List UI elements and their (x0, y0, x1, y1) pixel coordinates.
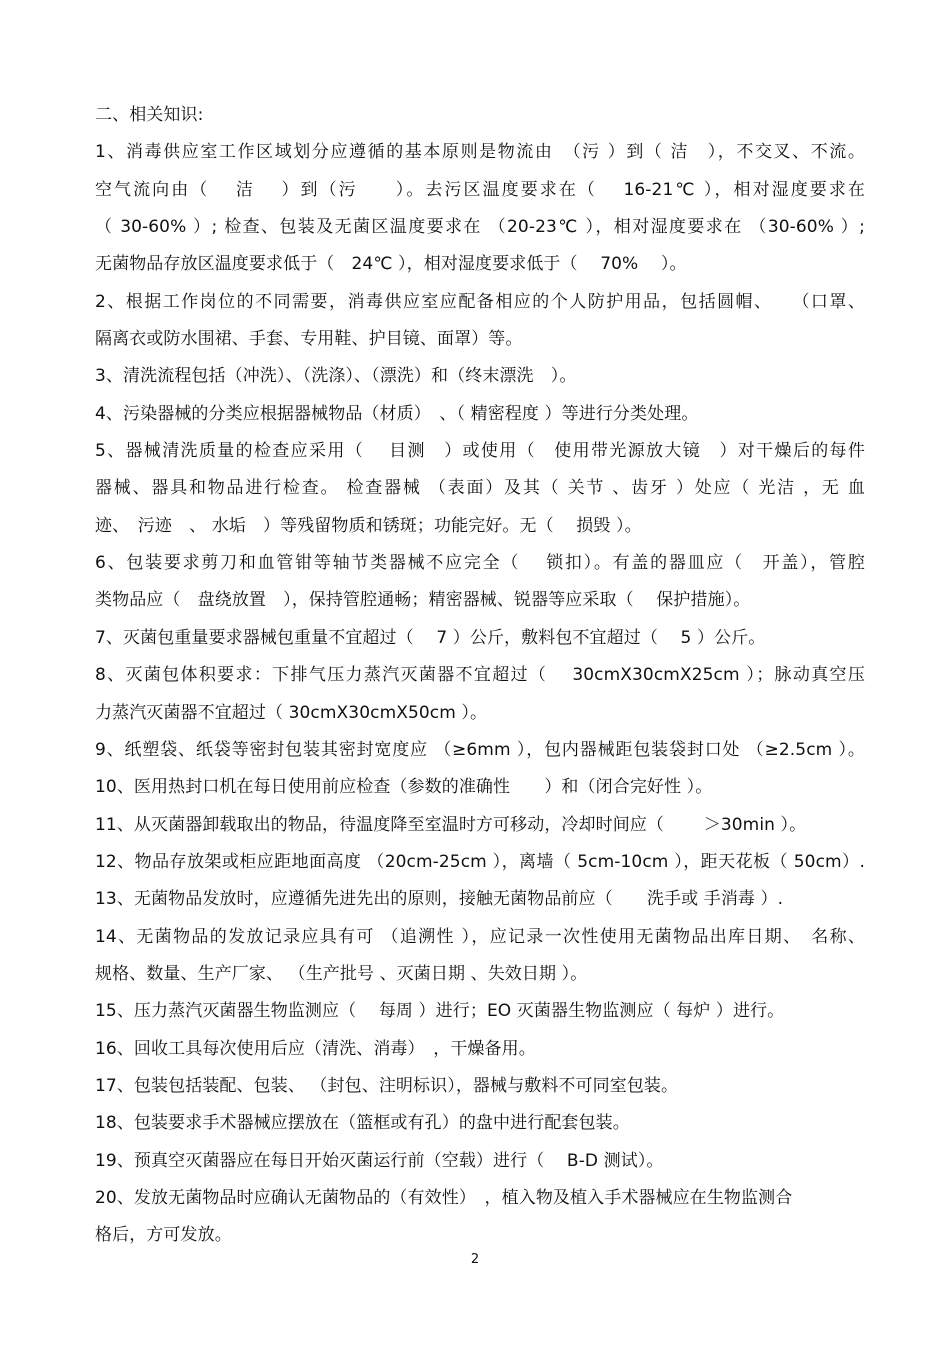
text-line-8: 4、污染器械的分类应根据器械物品（材质） 、（ 精密程度 ）等进行分类处理。 (95, 403, 699, 424)
text-line-12: 6、包装要求剪刀和血管钳等轴节类器械不应完全（ 锁扣）。有盖的器皿应（ 开盖），管腔 (95, 553, 865, 574)
text-line-13: 类物品应（ 盘绕放置 ），保持管腔通畅；精密器械、锐器等应采取（ 保护措施）。 (95, 590, 751, 611)
text-line-6: 隔离衣或防水围裙、手套、专用鞋、护目镜、面罩）等。 (95, 329, 523, 350)
text-line-11: 迹、 污迹 、 水垢 ）等残留物质和锈斑；功能完好。无（ 损毁 ）。 (95, 515, 642, 536)
text-line-4: 无菌物品存放区温度要求低于（ 24℃ ），相对湿度要求低于（ 70% ）。 (95, 254, 687, 275)
text-line-28: 19、预真空灭菌器应在每日开始灭菌运行前（空载）进行（ B-D 测试）。 (95, 1150, 664, 1171)
text-line-2: 空气流向由（ 洁 ）到（污 ）。去污区温度要求在（ 16-21℃ ），相对湿度要求在 (95, 179, 865, 200)
text-line-15: 8、灭菌包体积要求：下排气压力蒸汽灭菌器不宜超过（ 30cmX30cmX25cm ）；脉动真空压 (95, 665, 865, 686)
text-line-16: 力蒸汽灭菌器不宜超过（ 30cmX30cmX50cm ）。 (95, 702, 488, 723)
text-line-19: 11、从灭菌器卸载取出的物品，待温度降至室温时方可移动，冷却时间应（ ＞30min ）。 (95, 814, 807, 835)
text-line-21: 13、无菌物品发放时，应遵循先进先出的原则，接触无菌物品前应（ 洗手或 手消毒 ）. (95, 889, 784, 910)
text-line-14: 7、灭菌包重量要求器械包重量不宜超过（ 7 ）公斤，敷料包不宜超过（ 5 ）公斤。 (95, 627, 766, 648)
text-line-24: 15、压力蒸汽灭菌器生物监测应（ 每周 ）进行；EO 灭菌器生物监测应（ 每炉 ）进行。 (95, 1001, 785, 1022)
text-line-9: 5、器械清洗质量的检查应采用（ 目测 ）或使用（ 使用带光源放大镜 ）对干燥后的每件 (95, 441, 865, 462)
text-line-26: 17、包装包括装配、包装、 （封包、注明标识），器械与敷料不可同室包装。 (95, 1075, 679, 1096)
document-content (95, 97, 865, 1255)
text-line-25: 16、回收工具每次使用后应（清洗、消毒） ，干燥备用。 (95, 1038, 536, 1059)
text-line-10: 器械、器具和物品进行检查。 检查器械 （表面）及其（ 关节 、齿牙 ）处应（ 光洁 ，无 血 (95, 478, 865, 499)
text-line-18: 10、医用热封口机在每日使用前应检查（参数的准确性 ）和（闭合完好性 ）。 (95, 777, 713, 798)
text-line-17: 9、纸塑袋、纸袋等密封包装其密封宽度应 （≥6mm ），包内器械距包装袋封口处 （≥2.5cm ）。 (95, 739, 865, 760)
text-line-1: 1、消毒供应室工作区域划分应遵循的基本原则是物流由 （污 ）到（ 洁 ），不交叉、不流。 (95, 142, 865, 163)
section-title: 二、相关知识: (95, 105, 204, 125)
text-line-23: 规格、数量、生产厂家、 （生产批号 、灭菌日期 、失效日期 ）。 (95, 963, 588, 984)
text-line-3: （ 30-60% ）; 检查、包装及无菌区温度要求在 （20-23℃ ），相对湿度要求在 （30-60% ）; (95, 217, 865, 238)
text-line-27: 18、包装要求手术器械应摆放在（篮框或有孔）的盘中进行配套包装。 (95, 1113, 630, 1134)
text-line-22: 14、无菌物品的发放记录应具有可 （追溯性 ），应记录一次性使用无菌物品出库日期、 名称、 (95, 926, 865, 947)
text-line-30: 格后，方可发放。 (95, 1225, 232, 1246)
text-line-7: 3、清洗流程包括（冲洗）、（洗涤）、（漂洗）和（终末漂洗 ）。 (95, 366, 577, 387)
text-line-20: 12、物品存放架或柜应距地面高度 （20cm-25cm ），离墙（ 5cm-10cm ），距天花板（ 50cm）. (95, 851, 865, 872)
page-number: 2 (470, 1252, 480, 1267)
text-line-5: 2、根据工作岗位的不同需要，消毒供应室应配备相应的个人防护用品，包括圆帽、 （口罩、 (95, 291, 865, 312)
text-line-29: 20、发放无菌物品时应确认无菌物品的（有效性） ，植入物及植入手术器械应在生物监测合 (95, 1187, 793, 1208)
